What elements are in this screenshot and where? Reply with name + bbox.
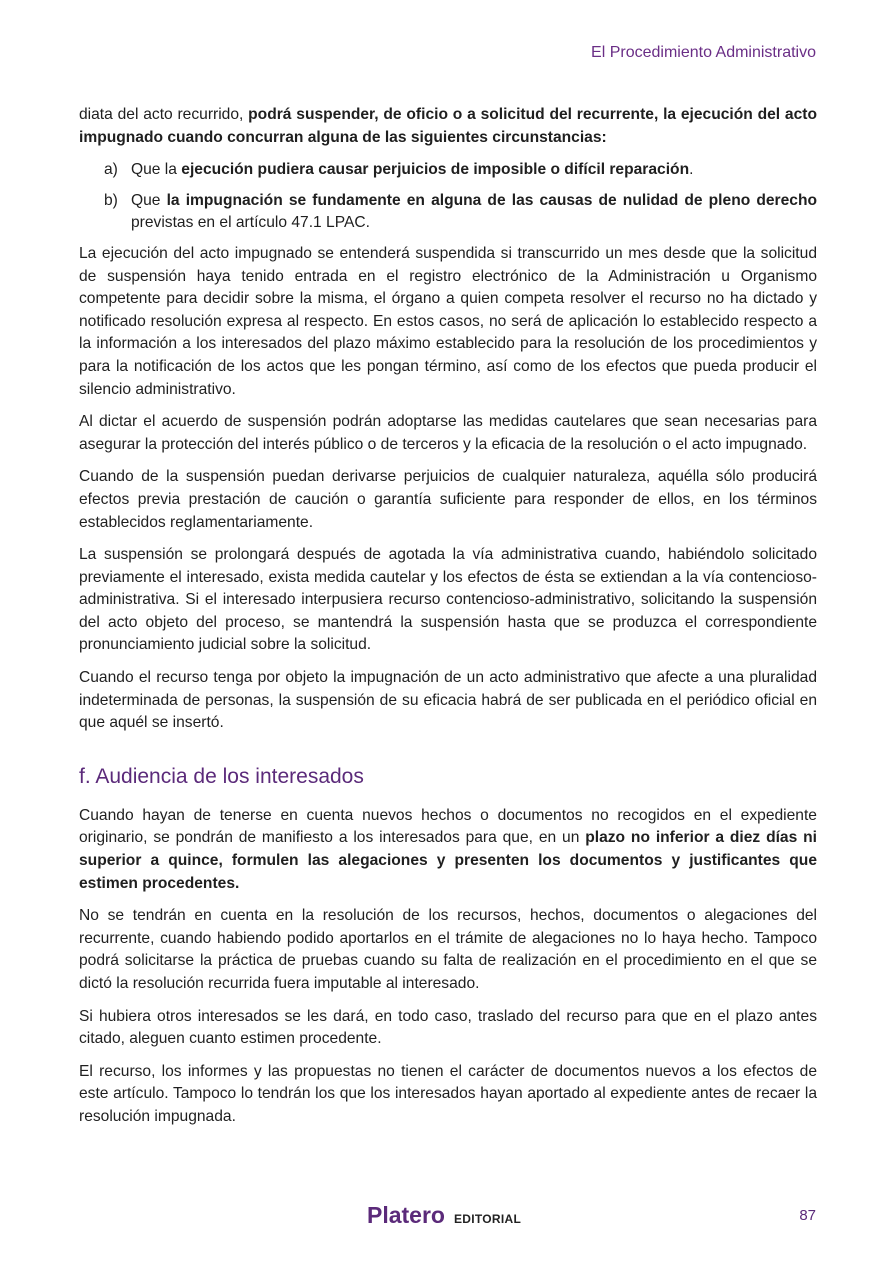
list-marker: b) [104, 191, 118, 209]
list-marker: a) [104, 161, 118, 179]
section-paragraph: El recurso, los informes y las propuestas no tienen el carácter de documentos nuevos a los efectos de este artículo. Tampoco lo tendrán los que los interesados hayan aportado al expediente antes de recaer la resolución impugnada. [79, 1062, 817, 1125]
section-paragraph: No se tendrán en cuenta en la resolución de los recursos, hechos, documentos o alegaciones del recurrente, cuando habiendo podido aportarlos en el trámite de alegaciones no lo haya hecho. Tampoco podrá solicitarse la práctica de pruebas cuando su falta de realización en el procedimiento en el que se dictó la resolución recurrida fuera imputable al interesado. [79, 907, 817, 992]
list-item-text [131, 159, 817, 182]
list-post: . [689, 161, 694, 179]
list-pre: Que la [131, 161, 182, 179]
list-post: previstas en el artículo 47.1 LPAC. [131, 214, 370, 232]
list-item [79, 159, 817, 182]
section-paragraph: Si hubiera otros interesados se les dará, en todo caso, traslado del recurso para que en el plazo antes citado, aleguen cuanto estimen procedente. [79, 1007, 817, 1048]
intro-bold: podrá suspender, de oficio o a solicitud del recurrente, la ejecución del acto impugnado cuando concurran alguna de las siguientes circunstancias: [79, 106, 817, 146]
publisher-logo [367, 1202, 521, 1229]
section-first-lead: Cuando hayan de tenerse en cuenta nuevos hechos o documentos no recogidos en el expediente originario, se pondrán de manifiesto a los interesados para que, en un [79, 806, 817, 847]
running-title: El Procedimiento Administrativo [591, 44, 816, 61]
section-first-paragraph [79, 805, 817, 895]
list-bold: la impugnación se fundamente en alguna de las causas de nulidad de pleno derecho [166, 191, 818, 209]
page-number: 87 [799, 1207, 816, 1224]
list-item-text [131, 190, 817, 235]
publisher-subtitle: EDITORIAL [453, 1212, 522, 1226]
section-first-bold: plazo no inferior a diez días ni superior a quince, formulen las alegaciones y presenten los documentos y justificantes que estimen procedentes. [79, 829, 817, 892]
body-paragraph: Cuando de la suspensión puedan derivarse perjuicios de cualquier naturaleza, aquélla sólo producirá efectos previa prestación de caución o garantía suficiente para responder de ellos, en los términos establecidos reglamentariamente. [79, 468, 817, 531]
body-paragraph: La suspensión se prolongará después de agotada la vía administrativa cuando, habiéndolo solicitado previamente el interesado, exista medida cautelar y los efectos de ésta se extiendan a la vía contencioso-administrativa. Si el interesado interpusiera recurso contencioso-administrativo, solicitando la suspensión del acto objeto del proceso, se mantendrá la suspensión hasta que se produzca el correspondiente pronunciamiento judicial sobre la solicitud. [79, 546, 817, 654]
intro-paragraph [79, 104, 817, 149]
publisher-name: Platero [367, 1202, 445, 1228]
list-bold: ejecución pudiera causar perjuicios de imposible o difícil reparación [181, 161, 690, 179]
body-paragraph: La ejecución del acto impugnado se entenderá suspendida si transcurrido un mes desde que la solicitud de suspensión haya tenido entrada en el registro electrónico de la Administración u Organismo competente para decidir sobre la misma, el órgano a quien competa resolver el recurso no ha dictado y notificado resolución expresa al respecto. En estos casos, no será de aplicación lo establecido respecto a la información a los interesados del plazo máximo establecido para la resolución de los procedimientos y para la notificación de los actos que les pongan término, así como de los efectos que pueda producir el silencio administrativo. [79, 244, 817, 398]
body-paragraph: Cuando el recurso tenga por objeto la impugnación de un acto administrativo que afecte a una pluralidad indeterminada de personas, la suspensión de su eficacia habrá de ser publicada en el periódico oficial en que aquél se insertó. [79, 669, 817, 732]
page-body [79, 104, 817, 1139]
list-pre: Que [131, 191, 167, 209]
body-paragraph: Al dictar el acuerdo de suspensión podrán adoptarse las medidas cautelares que sean necesarias para asegurar la protección del interés público o de terceros y la eficacia de la resolución o el acto impugnado. [79, 413, 817, 453]
section-heading: f. Audiencia de los interesados [79, 764, 364, 788]
intro-lead: diata del acto recurrido, [79, 106, 249, 123]
list-item [79, 190, 817, 235]
